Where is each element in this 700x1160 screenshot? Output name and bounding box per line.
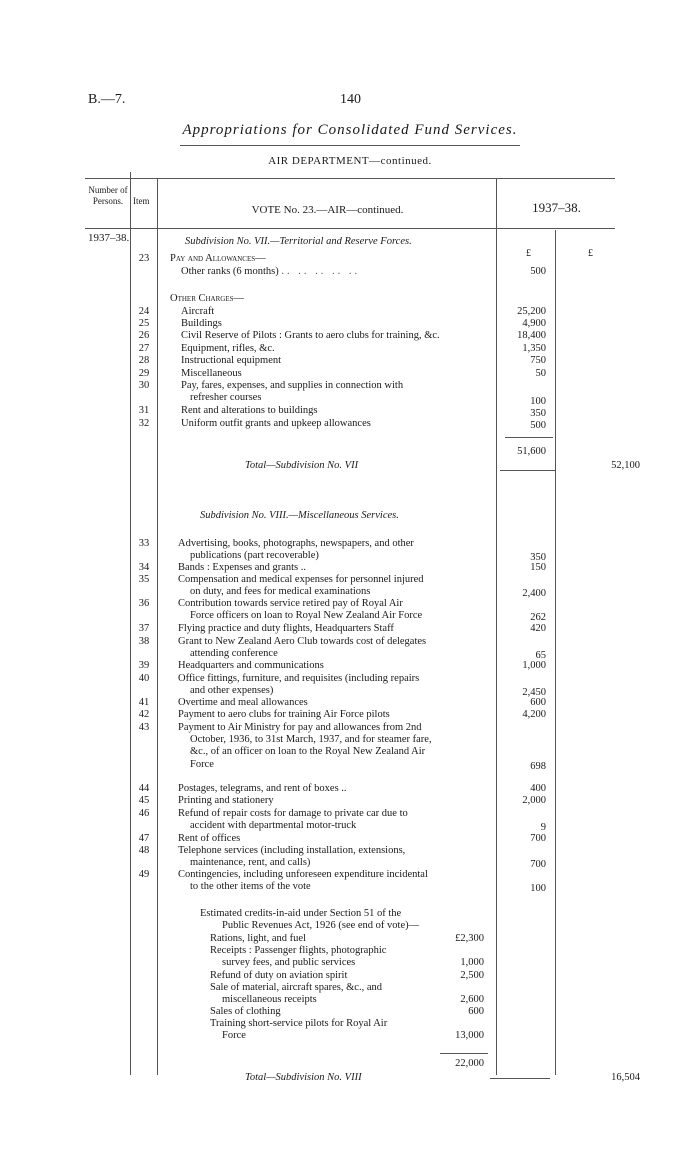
line-text: Other ranks (6 months) .. .. .. .. .. bbox=[181, 266, 361, 277]
line-amount: 698 bbox=[530, 760, 546, 772]
line-text: Contingencies, including unforeseen expenditure incidental bbox=[178, 869, 428, 880]
subtotal-under-rule bbox=[500, 470, 555, 471]
item-number: 35 bbox=[138, 574, 150, 585]
credit-text-continued: miscellaneous receipts bbox=[222, 994, 317, 1006]
table-top-rule bbox=[85, 178, 615, 179]
pound-sign-total: £ bbox=[588, 248, 593, 259]
line-amount: 18,400 bbox=[517, 330, 546, 341]
line-amount: 50 bbox=[535, 368, 546, 379]
line-text: Bands : Expenses and grants .. bbox=[178, 562, 307, 573]
page-reference: B.—7. bbox=[88, 92, 126, 107]
line-text: Aircraft bbox=[181, 306, 215, 317]
line-amount: 400 bbox=[530, 783, 546, 794]
credit-text: Sales of clothing bbox=[210, 1006, 281, 1017]
item-number: 49 bbox=[138, 869, 150, 880]
item-number: 26 bbox=[138, 330, 150, 341]
item-number: 44 bbox=[138, 783, 150, 794]
subdivision-vii-total-label: Total—Subdivision No. VII bbox=[245, 460, 359, 471]
credit-amount: 2,500 bbox=[460, 970, 484, 981]
line-text: Overtime and meal allowances bbox=[178, 697, 308, 708]
total-rule bbox=[490, 1078, 550, 1079]
subtotal-rule bbox=[505, 437, 553, 438]
line-text: Telephone services (including installation, extensions, bbox=[178, 845, 406, 856]
line-text: Office fittings, furniture, and requisites (including repairs bbox=[178, 673, 420, 684]
line-text: Payment to aero clubs for training Air Force pilots bbox=[178, 709, 390, 720]
line-amount: 700 bbox=[530, 833, 546, 844]
credit-amount: £2,300 bbox=[455, 933, 484, 944]
credit-amount: 2,600 bbox=[460, 994, 484, 1006]
credits-heading-continued: Public Revenues Act, 1926 (see end of vote)— bbox=[222, 920, 420, 931]
line-amount: 750 bbox=[530, 355, 546, 366]
item-number: 36 bbox=[138, 598, 150, 609]
line-amount: 420 bbox=[530, 623, 546, 634]
line-amount: 100 bbox=[530, 883, 546, 895]
item-number: 43 bbox=[138, 722, 150, 733]
credits-total-rule bbox=[440, 1053, 488, 1054]
credit-amount: 600 bbox=[468, 1006, 484, 1017]
line-text-continued: attending conference bbox=[190, 648, 278, 660]
line-amount: 2,400 bbox=[522, 588, 546, 600]
pay-heading: Pay and Allowances— bbox=[170, 253, 266, 264]
item-number: 33 bbox=[138, 538, 150, 549]
other-charges-heading: Other Charges— bbox=[170, 293, 244, 304]
subdivision-vii-total: 52,100 bbox=[611, 460, 640, 471]
line-amount: 600 bbox=[530, 697, 546, 708]
header-bottom-rule bbox=[85, 228, 615, 229]
line-text-continued: accident with departmental motor-truck bbox=[190, 820, 357, 832]
line-text-continued: Force officers on loan to Royal New Zealand Air Force bbox=[190, 610, 423, 622]
item-number: 29 bbox=[138, 368, 150, 379]
credit-text: Training short-service pilots for Royal Air bbox=[210, 1018, 388, 1029]
line-text-continued: and other expenses) bbox=[190, 685, 274, 697]
item-number: 47 bbox=[138, 833, 150, 844]
total-column-rule bbox=[555, 230, 556, 1075]
subdivision-vii-title: Subdivision No. VII.—Territorial and Reserve Forces. bbox=[185, 236, 412, 247]
line-text: Postages, telegrams, and rent of boxes .. bbox=[178, 783, 347, 794]
item-number: 40 bbox=[138, 673, 150, 684]
line-text: Buildings bbox=[181, 318, 222, 329]
item-number: 37 bbox=[138, 623, 150, 634]
line-text: Flying practice and duty flights, Headquarters Staff bbox=[178, 623, 394, 634]
item-number: 30 bbox=[138, 380, 150, 391]
credit-text-continued: survey fees, and public services bbox=[222, 957, 356, 969]
item-number: 38 bbox=[138, 636, 150, 647]
item-number: 39 bbox=[138, 660, 150, 671]
line-text: Advertising, books, photographs, newspapers, and other bbox=[178, 538, 414, 549]
line-text-continued: to the other items of the vote bbox=[190, 881, 311, 893]
vote-header: VOTE No. 23.—AIR—continued. bbox=[251, 204, 404, 216]
subtotal-amount: 51,600 bbox=[517, 446, 546, 457]
line-text-continued: on duty, and fees for medical examinations bbox=[190, 586, 371, 598]
credit-amount: 13,000 bbox=[455, 1030, 484, 1042]
line-amount: 65 bbox=[535, 650, 546, 662]
line-amount: 1,350 bbox=[522, 343, 546, 354]
amount-column-rule bbox=[496, 178, 497, 1075]
credits-heading: Estimated credits-in-aid under Section 51 of the bbox=[200, 908, 402, 919]
credit-text-continued: Force bbox=[222, 1030, 246, 1042]
credit-text: Sale of material, aircraft spares, &c., and bbox=[210, 982, 383, 993]
item-header: Item bbox=[133, 196, 150, 206]
line-amount: 4,900 bbox=[522, 318, 546, 329]
line-text: Refund of repair costs for damage to private car due to bbox=[178, 808, 408, 819]
line-text: Contribution towards service retired pay of Royal Air bbox=[178, 598, 403, 609]
line-amount: 2,000 bbox=[522, 795, 546, 806]
item-number: 41 bbox=[138, 697, 150, 708]
line-text: Grant to New Zealand Aero Club towards cost of delegates bbox=[178, 636, 427, 647]
line-text: Rent of offices bbox=[178, 833, 241, 844]
title-rule bbox=[180, 145, 520, 146]
line-text: Uniform outfit grants and upkeep allowances bbox=[181, 418, 371, 429]
item-number: 25 bbox=[138, 318, 150, 329]
line-amount: 1,000 bbox=[522, 660, 546, 671]
line-amount: 4,200 bbox=[522, 709, 546, 720]
item-number: 24 bbox=[138, 306, 150, 317]
number-of-persons-header: Number of Persons. bbox=[88, 185, 128, 206]
subdivision-viii-title: Subdivision No. VIII.—Miscellaneous Services. bbox=[200, 510, 399, 521]
item-number: 27 bbox=[138, 343, 150, 354]
line-text: Headquarters and communications bbox=[178, 660, 324, 671]
subdivision-viii-total-label: Total—Subdivision No. VIII bbox=[245, 1072, 362, 1083]
subdivision-viii-total: 16,504 bbox=[611, 1072, 640, 1083]
credit-text: Rations, light, and fuel bbox=[210, 933, 306, 944]
item-number: 32 bbox=[138, 418, 150, 429]
line-amount: 262 bbox=[530, 612, 546, 624]
page-title: Appropriations for Consolidated Fund Services. bbox=[182, 122, 518, 138]
line-amount: 350 bbox=[530, 552, 546, 564]
department-heading: AIR DEPARTMENT—continued. bbox=[268, 155, 432, 167]
line-text-continued: October, 1936, to 31st March, 1937, and for steamer fare, bbox=[190, 734, 432, 746]
line-amount: 100 bbox=[530, 396, 546, 407]
line-amount: 25,200 bbox=[517, 306, 546, 317]
line-text-continued: refresher courses bbox=[190, 392, 262, 403]
page-number: 140 bbox=[340, 92, 361, 107]
line-amount: 500 bbox=[530, 266, 546, 277]
credit-text: Refund of duty on aviation spirit bbox=[210, 970, 348, 981]
item-number: 28 bbox=[138, 355, 150, 366]
credit-text: Receipts : Passenger flights, photographic bbox=[210, 945, 387, 956]
item-number: 42 bbox=[138, 709, 150, 720]
line-text-continued: Force bbox=[190, 758, 214, 770]
line-amount: 150 bbox=[530, 562, 546, 573]
item-number: 23 bbox=[138, 253, 150, 264]
credit-amount: 1,000 bbox=[460, 957, 484, 969]
line-text: Civil Reserve of Pilots : Grants to aero clubs for training, &c. bbox=[181, 330, 440, 341]
persons-year: 1937–38. bbox=[88, 232, 130, 244]
line-amount: 2,450 bbox=[522, 687, 546, 699]
line-text: Miscellaneous bbox=[181, 368, 242, 379]
line-text: Compensation and medical expenses for personnel injured bbox=[178, 574, 424, 585]
persons-column-rule bbox=[130, 172, 131, 1075]
credits-total: 22,000 bbox=[455, 1058, 484, 1069]
item-number: 34 bbox=[138, 562, 150, 573]
line-amount: 9 bbox=[540, 822, 546, 834]
line-text-continued: &c., of an officer on loan to the Royal New Zealand Air bbox=[190, 746, 426, 758]
line-text: Instructional equipment bbox=[181, 355, 282, 366]
item-number: 45 bbox=[138, 795, 150, 806]
line-amount: 500 bbox=[530, 420, 546, 431]
line-text: Rent and alterations to buildings bbox=[181, 405, 318, 416]
pound-sign-amount: £ bbox=[526, 248, 531, 259]
line-text: Payment to Air Ministry for pay and allowances from 2nd bbox=[178, 722, 422, 733]
item-number: 46 bbox=[138, 808, 150, 819]
year-header: 1937–38. bbox=[532, 200, 581, 215]
line-text: Equipment, rifles, &c. bbox=[181, 343, 275, 354]
item-number: 31 bbox=[138, 405, 150, 416]
line-text-continued: publications (part recoverable) bbox=[190, 550, 319, 562]
line-text: Pay, fares, expenses, and supplies in connection with bbox=[181, 380, 404, 391]
line-text: Printing and stationery bbox=[178, 795, 274, 806]
item-column-rule bbox=[157, 178, 158, 1075]
line-amount: 700 bbox=[530, 859, 546, 871]
line-text-continued: maintenance, rent, and calls) bbox=[190, 857, 311, 869]
item-number: 48 bbox=[138, 845, 150, 856]
line-amount: 350 bbox=[530, 408, 546, 419]
